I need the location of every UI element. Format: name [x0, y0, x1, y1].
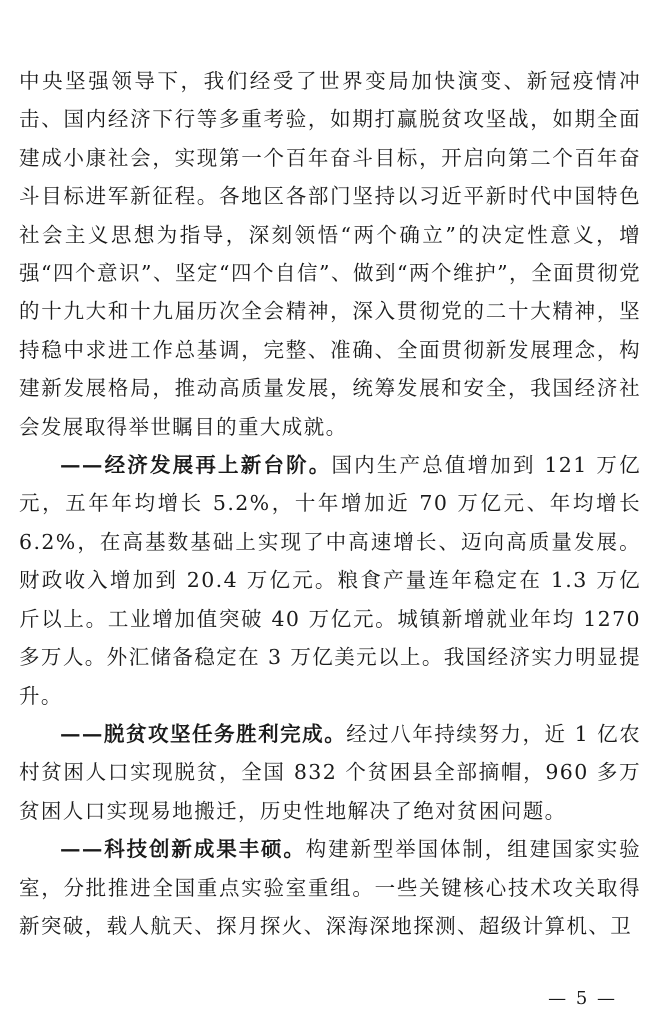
- paragraph-economic-development: [19, 446, 641, 715]
- paragraph-lead: ——科技创新成果丰硕。: [60, 837, 306, 862]
- body-text: [19, 62, 641, 945]
- paragraph-text: 构建新型举国体制，组建国家实验室，分批推进全国重点实验室重组。一些关键核心技术攻关取得新突破，载人航天、探月探火、深海深地探测、超级计算机、卫: [19, 837, 641, 938]
- paragraph-tech-innovation: [19, 830, 641, 945]
- page-number: — 5 —: [548, 988, 617, 1009]
- paragraph-text: 经过八年持续努力，近 1 亿农村贫困人口实现脱贫，全国 832 个贫困县全部摘帽，960 多万贫困人口实现易地搬迁，历史性地解决了绝对贫困问题。: [19, 721, 641, 823]
- paragraph-continuation: [19, 62, 641, 446]
- paragraph-poverty-alleviation: [19, 715, 641, 830]
- paragraph-lead: ——脱贫攻坚任务胜利完成。: [60, 721, 347, 746]
- paragraph-text: 中央坚强领导下，我们经受了世界变局加快演变、新冠疫情冲击、国内经济下行等多重考验，如期打赢脱贫攻坚战，如期全面建成小康社会，实现第一个百年奋斗目标，开启向第二个百年奋斗目标进军新征程。各地区各部门坚持以习近平新时代中国特色社会主义思想为指导，深刻领悟“两个确立”的决定性意义，增强“四个意识”、坚定“四个自信”、做到“两个维护”，全面贯彻党的十九大和十九届历次全会精神，深入贯彻党的二十大精神，坚持稳中求进工作总基调，完整、准确、全面贯彻新发展理念，构建新发展格局，推动高质量发展，统筹发展和安全，我国经济社会发展取得举世瞩目的重大成就。: [19, 69, 641, 439]
- paragraph-lead: ——经济发展再上新台阶。: [60, 453, 332, 478]
- paragraph-text: 国内生产总值增加到 121 万亿元，五年年均增长 5.2%，十年增加近 70 万亿元、年均增长 6.2%，在高基数基础上实现了中高速增长、迈向高质量发展。财政收入增加到 20.4 万亿元。粮食产量连年稳定在 1.3 万亿斤以上。工业增加值突破 40 万亿元。城镇新增就业年均 1270 多万人。外汇储备稳定在 3 万亿美元以上。我国经济实力明显提升。: [19, 453, 641, 708]
